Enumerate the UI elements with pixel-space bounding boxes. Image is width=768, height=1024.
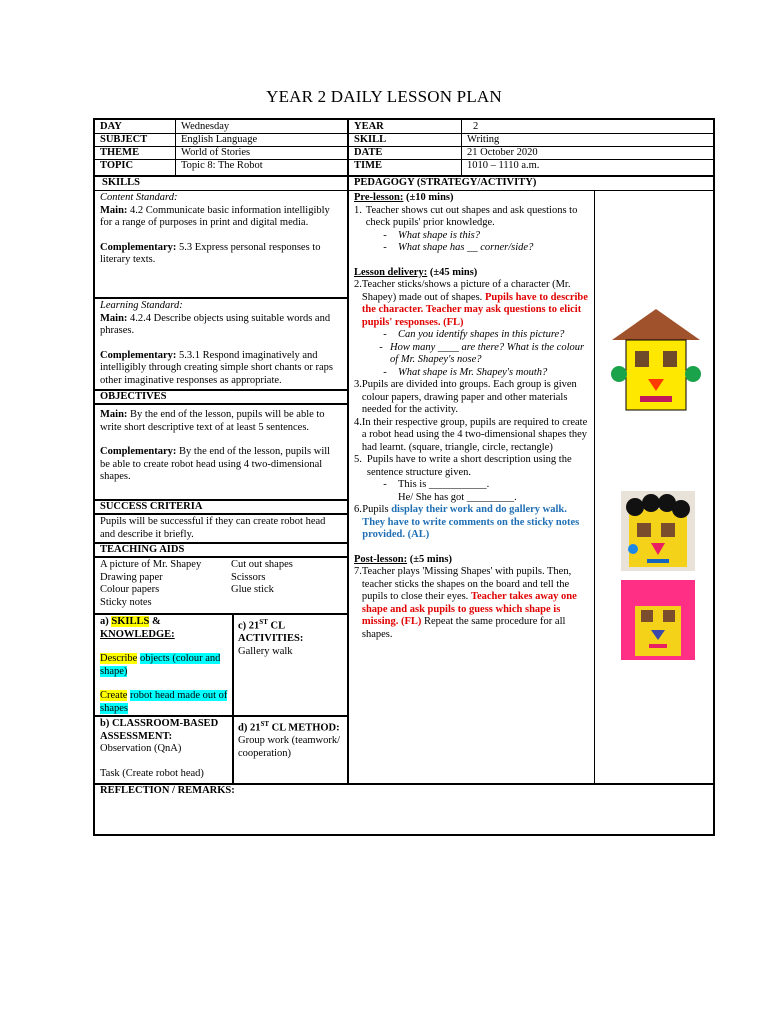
objectives-heading: OBJECTIVES bbox=[100, 391, 167, 402]
step-1: Teacher shows cut out shapes and ask questions to check pupils' prior knowledge. bbox=[365, 204, 578, 228]
step-6a: Pupils bbox=[362, 504, 389, 515]
pedagogy-heading: PEDAGOGY (STRATEGY/ACTIVITY) bbox=[354, 177, 537, 188]
dash: - bbox=[379, 341, 383, 353]
aid-item: A picture of Mr. Shapey bbox=[100, 559, 202, 570]
aids-right-list bbox=[231, 559, 341, 597]
subject-value: English Language bbox=[181, 134, 258, 145]
reflection-heading: REFLECTION / REMARKS: bbox=[100, 785, 235, 796]
box-b-assessment bbox=[100, 718, 230, 780]
year-label: YEAR bbox=[354, 121, 384, 132]
delivery-duration: (±45 mins) bbox=[429, 266, 478, 278]
step-number: 2. bbox=[354, 279, 362, 290]
ls-comp-text: 5.3.1 Respond imaginatively and intelligibly through creating simple short chants or raps other imaginative responses as appropriate. bbox=[100, 349, 333, 386]
content-standard-block bbox=[100, 192, 340, 267]
box-b-line2: Task (Create robot head) bbox=[100, 767, 204, 779]
skills-heading: SKILLS bbox=[102, 177, 140, 188]
box-a-describe-rest: objects (colour and shape) bbox=[100, 653, 221, 677]
step-3: Pupils are divided into groups. Each group is given colour papers, drawing paper and other materials needed for the activity. bbox=[361, 379, 577, 415]
dash: - bbox=[383, 366, 387, 378]
mr-shapey-picture bbox=[610, 307, 702, 415]
box-a-create: Create bbox=[100, 690, 128, 701]
step-2b: Pupils have to describe the character. Teacher may ask questions to elicit pupils' responses. (FL) bbox=[361, 291, 588, 328]
robot-head-photo-2 bbox=[621, 580, 695, 660]
step-number: 7. bbox=[354, 566, 362, 577]
success-heading: SUCCESS CRITERIA bbox=[100, 501, 203, 512]
question-2: What shape has __ corner/side? bbox=[398, 242, 534, 253]
objectives-comp-label: Complementary: bbox=[100, 446, 177, 457]
objectives-comp-text: By the end of the lesson, pupils will be able to create robot head using 4 two-dimensional shapes. bbox=[100, 446, 331, 482]
objectives-main-label: Main: bbox=[100, 409, 128, 420]
post-lesson-duration: (±5 mins) bbox=[409, 553, 452, 565]
main-text: 4.2 Communicate basic information intelligibly for a range of purposes in print and digital media. bbox=[100, 204, 330, 228]
box-c-label: c) 21 bbox=[238, 620, 260, 632]
step-number: 6. bbox=[354, 504, 362, 515]
question-3: Can you identify shapes in this picture? bbox=[398, 329, 565, 340]
question-1: What shape is this? bbox=[398, 229, 480, 241]
aid-item: Sticky notes bbox=[100, 596, 152, 608]
objectives-block bbox=[100, 409, 340, 484]
box-a-skills: SKILLS bbox=[111, 616, 150, 627]
box-c-text: Gallery walk bbox=[238, 645, 293, 657]
box-d-sup: ST bbox=[260, 720, 270, 728]
learning-standard-label: Learning Standard: bbox=[100, 300, 183, 311]
box-c-sup: ST bbox=[259, 618, 268, 626]
pre-lesson-duration: (±10 mins) bbox=[406, 192, 454, 203]
objectives-main-text: By the end of the lesson, pupils will be able to write short descriptive text of at least 5 sentences. bbox=[100, 409, 325, 433]
delivery-label: Lesson delivery: bbox=[354, 266, 428, 278]
sentence-frame-1: This is ___________. bbox=[398, 479, 490, 490]
box-d-text: Group work (teamwork/ cooperation) bbox=[238, 735, 341, 759]
theme-value: World of Stories bbox=[181, 147, 251, 158]
box-a-describe: Describe bbox=[100, 653, 138, 664]
step-7a: Teacher plays 'Missing Shapes' with pupils. Then, teacher sticks the shapes on the board and tell the pupils to close their eyes. bbox=[361, 566, 572, 602]
robot-head-photo-1 bbox=[621, 491, 695, 571]
aid-item: Drawing paper bbox=[100, 571, 163, 583]
step-4: In their respective group, pupils are required to create a robot head using the 4 two-dimensional shapes they had learnt. (square, triangle, circle, rectangle) bbox=[361, 416, 588, 453]
dash: - bbox=[383, 479, 387, 490]
lesson-plan-table bbox=[93, 118, 715, 836]
box-b-label: b) CLASSROOM-BASED ASSESSMENT: bbox=[100, 718, 219, 742]
box-a-create-rest: robot head made out of shapes bbox=[100, 690, 228, 714]
day-value: Wednesday bbox=[181, 121, 230, 132]
skill-label: SKILL bbox=[354, 134, 387, 145]
dash: - bbox=[383, 329, 387, 340]
aids-left-list bbox=[100, 559, 230, 609]
day-label: DAY bbox=[100, 121, 122, 132]
subject-label: SUBJECT bbox=[100, 134, 148, 145]
aid-item: Glue stick bbox=[231, 584, 274, 595]
post-lesson-label: Post-lesson: bbox=[354, 553, 408, 565]
main-label: Main: bbox=[100, 204, 128, 216]
success-text: Pupils will be successful if they can create robot head and describe it briefly. bbox=[100, 516, 326, 540]
box-d-method bbox=[238, 718, 343, 760]
question-4: How many ____ are there? What is the colour of Mr. Shapey's nose? bbox=[390, 341, 585, 365]
topic-value: Topic 8: The Robot bbox=[181, 160, 263, 171]
sentence-frame-2: He/ She has got _________. bbox=[398, 491, 517, 503]
step-7b: Teacher takes away one shape and ask pupils to guess which shape is missing. (FL) bbox=[361, 591, 577, 627]
step-number: 3. bbox=[354, 379, 362, 390]
step-number: 1. bbox=[354, 204, 362, 216]
box-c-label2: CL ACTIVITIES: bbox=[238, 620, 304, 644]
ls-main-text: 4.2.4 Describe objects using suitable words and phrases. bbox=[100, 312, 331, 336]
box-b-line1: Observation (QnA) bbox=[100, 743, 182, 754]
box-a-knowledge: KNOWLEDGE: bbox=[100, 628, 175, 640]
skill-value: Writing bbox=[467, 134, 500, 145]
year-value: 2 bbox=[473, 121, 479, 132]
step-7c: Repeat the same procedure for all shapes. bbox=[361, 616, 566, 640]
pedagogy-block bbox=[354, 192, 590, 641]
dash: - bbox=[383, 242, 387, 253]
aid-item: Cut out shapes bbox=[231, 559, 293, 570]
page-title: YEAR 2 DAILY LESSON PLAN bbox=[266, 87, 502, 106]
aid-item: Colour papers bbox=[100, 584, 160, 595]
date-label: DATE bbox=[354, 147, 383, 158]
step-5: Pupils have to write a short description using the sentence structure given. bbox=[366, 454, 572, 478]
complementary-label: Complementary: bbox=[100, 241, 177, 253]
pre-lesson-label: Pre-lesson: bbox=[354, 192, 404, 203]
step-number: 5. bbox=[354, 454, 362, 465]
box-a-amp: & bbox=[151, 616, 161, 627]
question-5: What shape is Mr. Shapey's mouth? bbox=[398, 366, 548, 378]
theme-label: THEME bbox=[100, 147, 140, 158]
box-a-prefix: a) bbox=[100, 616, 109, 627]
complementary-text: 5.3 Express personal responses to literary texts. bbox=[100, 241, 321, 265]
box-d-label2: CL METHOD: bbox=[271, 722, 340, 734]
aids-heading: TEACHING AIDS bbox=[100, 544, 185, 555]
time-label: TIME bbox=[354, 160, 383, 171]
date-value: 21 October 2020 bbox=[467, 147, 538, 158]
ls-comp-label: Complementary: bbox=[100, 349, 177, 361]
learning-standard-block bbox=[100, 300, 340, 387]
step-number: 4. bbox=[354, 416, 362, 428]
box-c-activities bbox=[238, 616, 343, 658]
time-value: 1010 – 1110 a.m. bbox=[467, 160, 540, 171]
topic-label: TOPIC bbox=[100, 160, 134, 171]
content-standard-label: Content Standard: bbox=[100, 192, 178, 203]
box-d-label: d) 21 bbox=[238, 722, 261, 734]
step-6b: display their work and do gallery walk. They have to write comments on the sticky notes provided. (AL) bbox=[362, 504, 580, 540]
ls-main-label: Main: bbox=[100, 312, 128, 324]
dash: - bbox=[383, 229, 387, 241]
aid-item: Scissors bbox=[231, 571, 266, 583]
box-a-skills-knowledge bbox=[100, 616, 230, 715]
step-2a: Teacher sticks/shows a picture of a character (Mr. Shapey) made out of shapes. bbox=[361, 279, 571, 303]
